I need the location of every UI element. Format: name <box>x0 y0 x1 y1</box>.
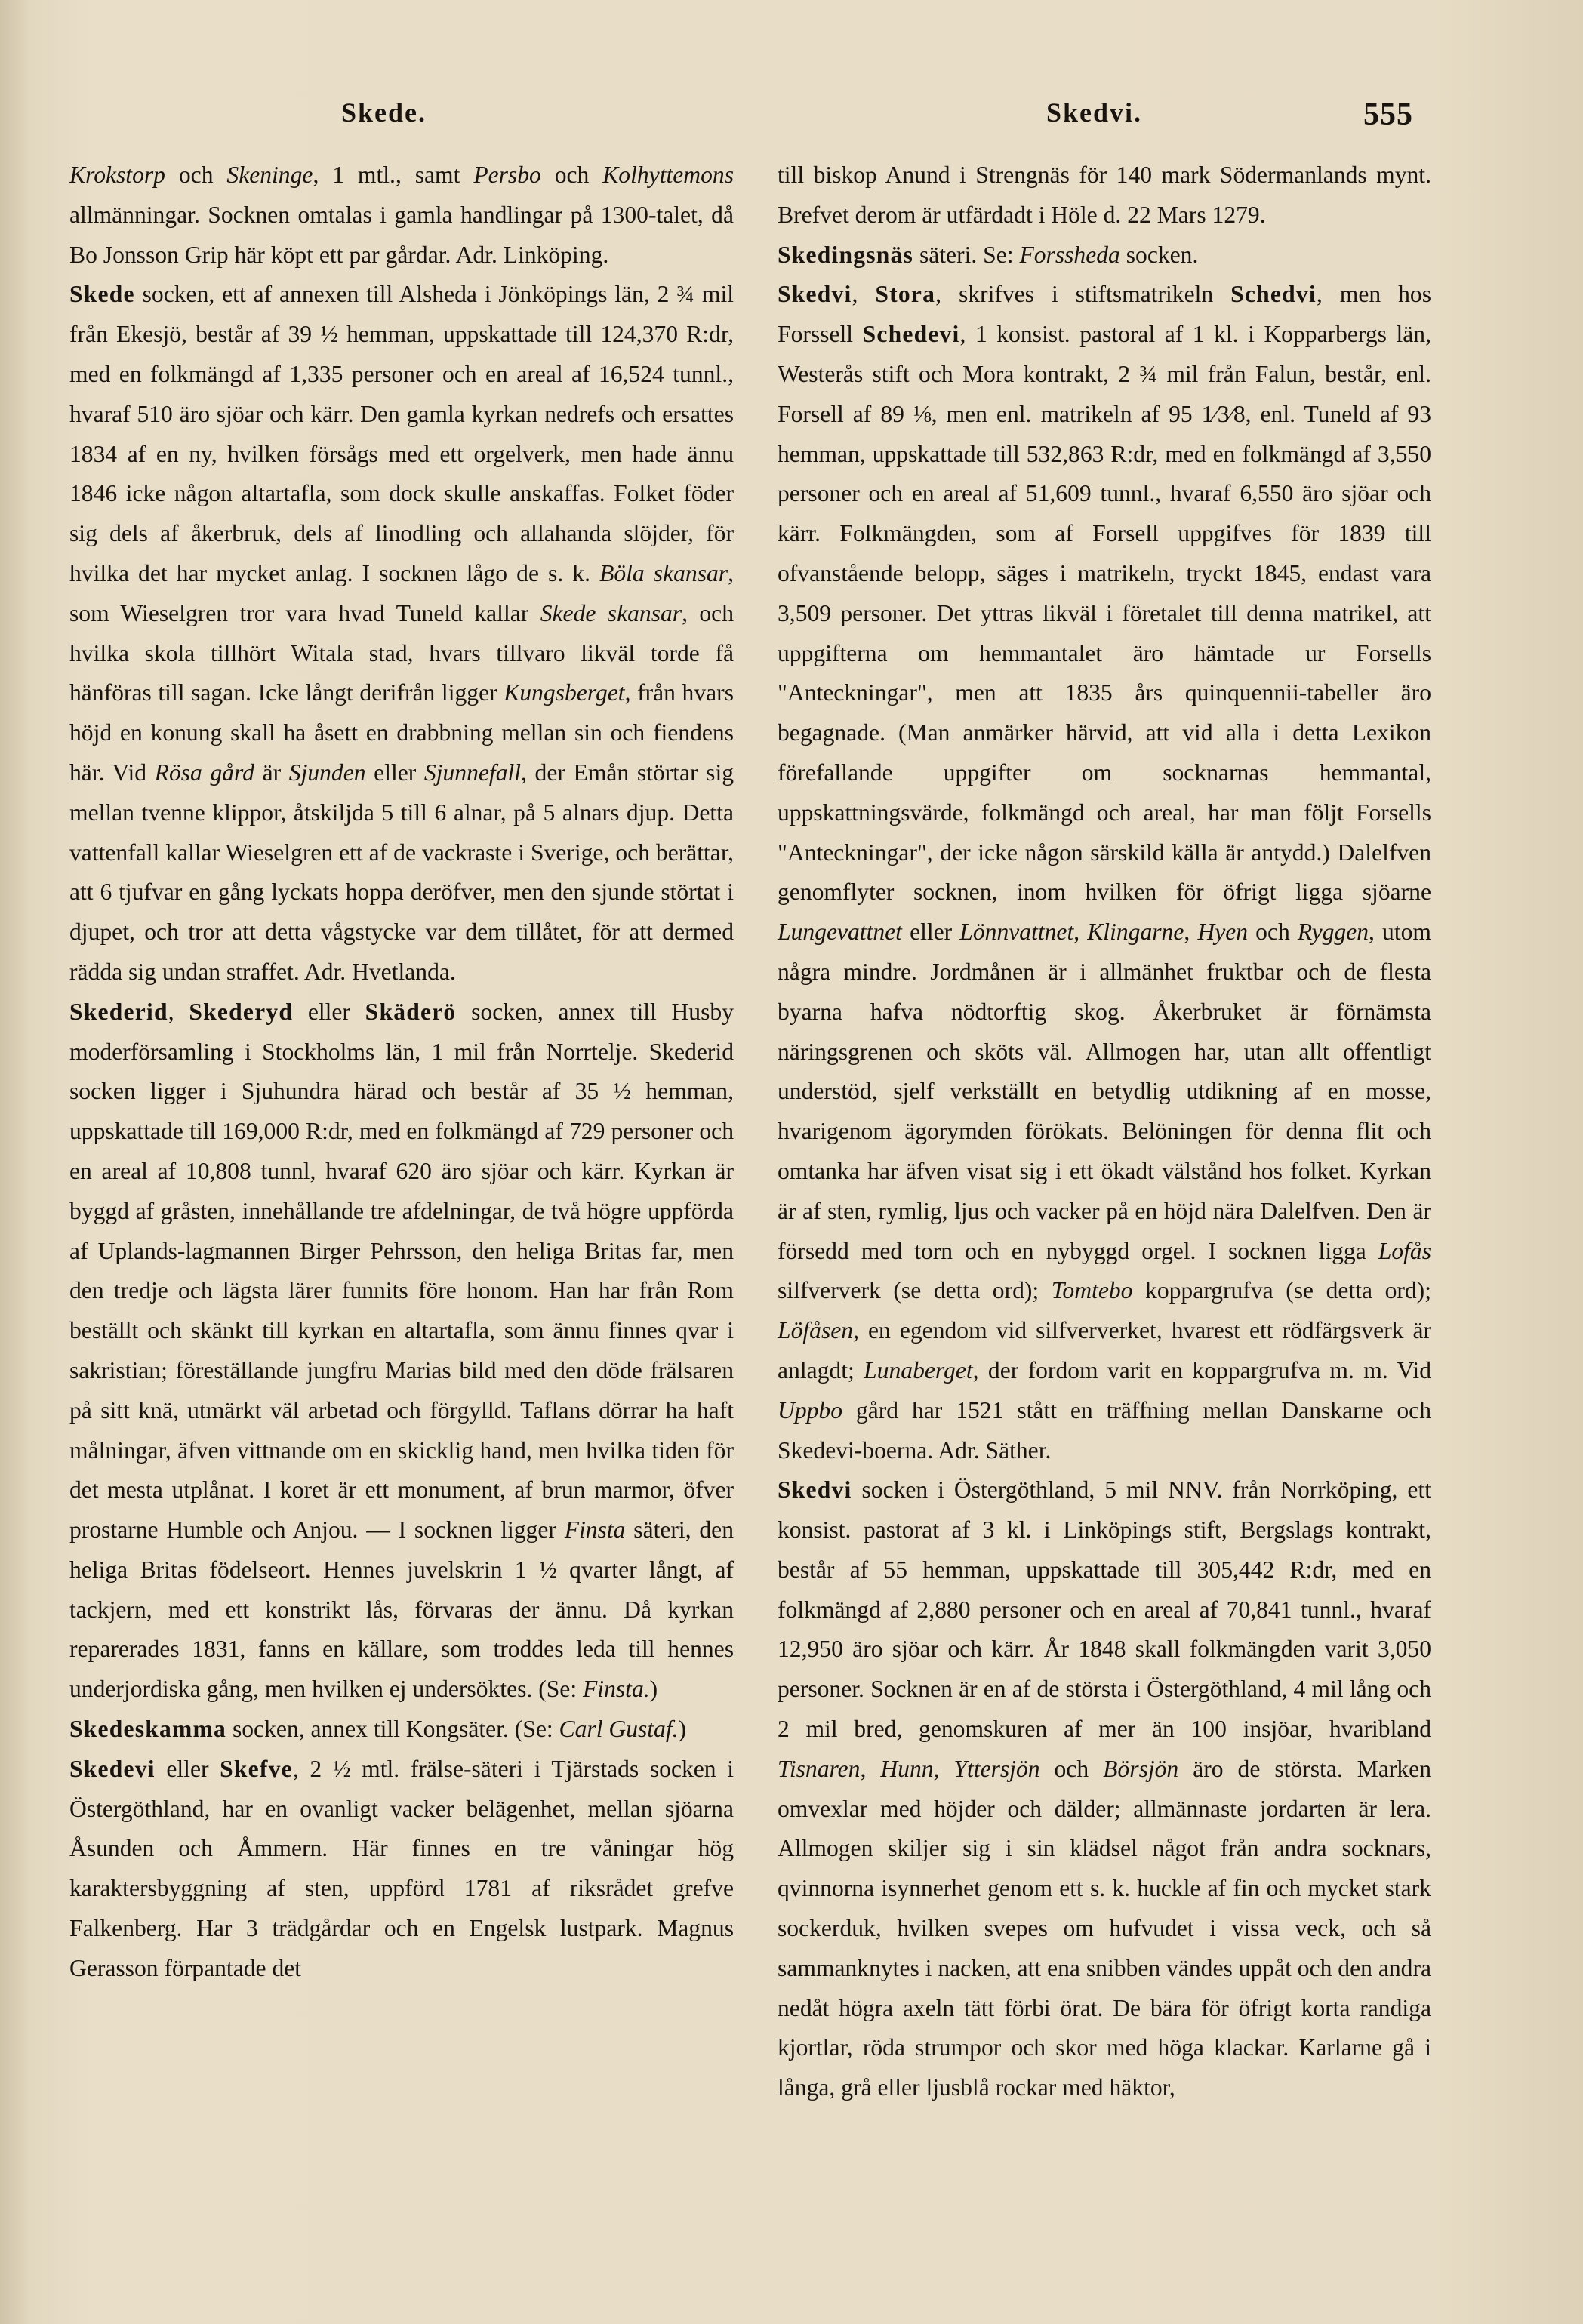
paragraph <box>778 1470 1431 2108</box>
text-run: , men hos Forssell <box>778 281 1431 348</box>
text-run: eller <box>155 1755 220 1782</box>
text-run: socken. <box>1119 241 1199 268</box>
text-run: Ryggen <box>1297 919 1369 946</box>
running-head-left: Skede. <box>341 97 427 128</box>
text-run: , 2 ½ mtl. frälse-säteri i Tjärstads socken i Östergöthland, har en ovanligt vacker belägenhet, mellan sjöarna Åsunden och Åmmern. Här finnes en tre våningar hög karaktersbyggning af sten, uppförd 1781 af riksrådet grefve Falkenberg. Har 3 trädgårdar och en Engelsk lustpark. Magnus Gerasson förpantade det <box>69 1755 735 1981</box>
text-run: Klingarne <box>1087 919 1184 946</box>
headword: Skederyd <box>189 998 294 1025</box>
headword: Stora <box>875 281 936 308</box>
headword: Skedvi <box>778 281 852 308</box>
headword: Schedevi <box>862 321 960 348</box>
text-run: eller <box>293 998 365 1025</box>
paragraph <box>69 155 734 275</box>
text-run: Finsta. <box>583 1676 650 1703</box>
paragraph <box>69 1750 734 1989</box>
text-run: Skeninge <box>226 162 313 188</box>
text-run: Kolhyttemons <box>602 162 734 188</box>
text-run: Tisnaren <box>778 1755 861 1782</box>
text-run: , <box>933 1755 954 1782</box>
headword: Skedevi <box>69 1755 156 1782</box>
text-run: är <box>254 759 289 786</box>
paragraph <box>778 275 1431 1470</box>
text-run: Löfåsen <box>778 1317 854 1344</box>
headword: Skedvi <box>778 1476 852 1504</box>
text-run: och <box>1248 919 1298 946</box>
text-run: gård har 1521 stått en träffning mellan Danskarne och Skedevi-boerna. Adr. Säther. <box>778 1396 1431 1464</box>
text-run: , der fordom varit en koppargrufva m. m. Vid <box>972 1356 1431 1384</box>
text-run: och <box>1039 1755 1104 1782</box>
paragraph <box>69 993 734 1710</box>
text-run: , <box>852 281 876 308</box>
text-run: Sjunnefall <box>423 759 522 786</box>
text-run: Carl Gustaf. <box>559 1716 679 1743</box>
text-run: Kungsberget <box>504 679 625 706</box>
text-run: Lofås <box>1378 1237 1431 1264</box>
text-run: , från hvars höjd en konung skall ha åsett en drabbning mellan sin och fiendens här. Vid <box>69 679 734 786</box>
text-run: , skrifves i stiftsmatrikeln <box>935 281 1231 308</box>
paragraph <box>778 155 1431 235</box>
text-run: Finsta <box>564 1516 626 1544</box>
text-run: Krokstorp <box>69 162 165 188</box>
text-run: till biskop Anund i Strengnäs för 140 mark Södermanlands mynt. Brefvet derom är utfärdadt i Höle d. 22 Mars 1279. <box>778 162 1431 228</box>
text-run: socken, ett af annexen till Alsheda i Jönköpings län, 2 ¾ mil från Ekesjö, består af 39 ½ hemman, uppskattade till 124,370 R:dr, med en folkmängd af 1,335 personer och en areal af 16,524 tunnl., hvaraf 510 äro sjöar och kärr. Den gamla kyrkan nedrefs och ersattes 1834 af en ny, hvilken försågs med ett orgelverk, men hade ännu 1846 icke någon altartafla, som dock skulle anskaffas. Folket föder sig dels af åkerbruk, dels af linodling och allahanda slöjder, för hvilka det har mycket anlag. I socknen lågo de s. k. <box>69 281 734 586</box>
text-run: Uppbo <box>778 1396 843 1424</box>
text-run: Hunn <box>880 1755 934 1782</box>
text-run: , 1 konsist. pastoral af 1 kl. i Kopparbergs län, Westerås stift och Mora kontrakt, 2 ¾ mil från Falun, består, enl. Forsell af 89 ⅛, men enl. matrikeln af 95 1⁄3⁄8, enl. Tuneld af 93 hemman, uppskattade till 532,863 R:dr, med en folkmängd af 3,550 personer och en areal af 51,609 tunnl., hvaraf 6,550 äro sjöar och kärr. Folkmängden, som af Forsell uppgifves för 1839 till ofvanstående belopp, säges i matrikeln, tryckt 1845, endast vara 3,509 personer. Det yttras likväl i företalet till denna matrikel, att uppgifterna om hemmantalet äro hämtade ur Forsells "Anteckningar", men att 1835 års quinquennii-tabeller äro begagnade. (Man anmärker härvid, att vid alla i detta Lexikon förefallande uppgifter om socknarnas hemmantal, uppskattningsvärde, folkmängd och areal, har man följt Forsells "Anteckningar", der icke någon särskild källa är antydd.) Dalelfven genomflyter socknen, inom hvilken för öfrigt ligga sjöarne <box>778 321 1431 906</box>
text-run: socken, annex till Husby moderförsamling i Stockholms län, 1 mil från Norrtelje. Skederid socken ligger i Sjuhundra härad och består af 35 ½ hemman, uppskattade till 169,000 R:dr, med en folkmängd af 729 personer och en areal af 10,808 tunnl, hvaraf 620 äro sjöar och kärr. Kyrkan är byggd af gråsten, innehållande tre afdelningar, de två högre uppförda af Uplands-lagmannen Birger Pehrsson, den heliga Britas far, men den tredje och lägsta lärer funnits före honom. Han har från Rom beställt och skänkt till kyrkan en altartafla, som ännu finnes qvar i sakristian; föreställande jungfru Marias bild med den döde frälsaren på sitt knä, utmärkt väl arbetad och förgylld. Taflans dörrar ha haft målningar, äfven vittnande om en skicklig hand, men hvilka tiden för det mesta utplånat. I koret är ett monument, af brun marmor, öfver prostarne Humble och Anjou. — I socknen ligger <box>69 998 734 1544</box>
text-run: Skede skansar <box>540 599 682 626</box>
headword: Skederid <box>69 998 168 1025</box>
headword: Schedvi <box>1230 281 1317 308</box>
paragraph <box>778 235 1431 275</box>
text-run: Lunaberget <box>864 1356 973 1384</box>
text-run: socken, annex till Kongsäter. (Se: <box>226 1716 559 1743</box>
text-run: säteri. Se: <box>913 241 1020 268</box>
page-number: 555 <box>1363 97 1413 132</box>
headword: Skede <box>69 281 135 308</box>
text-run: socken i Östergöthland, 5 mil NNV. från Norrköping, ett konsist. pastorat af 3 kl. i Linköpings stift, Bergslags kontrakt, består af 55 hemman, uppskattade till 305,442 R:dr, med en folkmängd af 2,880 personer och en areal af 70,841 tunnl., hvaraf 12,950 äro sjöar och kärr. År 1848 skall folkmängden varit 3,050 personer. Socknen är en af de största i Östergöthland, 4 mil lång och 2 mil bred, genomskuren af mer än 100 insjöar, hvaribland <box>778 1476 1431 1743</box>
text-run: eller <box>365 759 424 786</box>
text-run: Lönnvattnet <box>959 919 1074 946</box>
text-run: Rösa gård <box>154 759 254 786</box>
text-run: och <box>540 162 603 188</box>
text-run: allmänningar. Socknen omtalas i gamla handlingar på 1300-talet, då Bo Jonsson Grip här köpt ett par gårdar. Adr. Linköping. <box>69 201 734 268</box>
text-run: Lungevattnet <box>778 919 902 946</box>
text-run: eller <box>901 919 960 946</box>
text-run: och <box>165 162 227 188</box>
text-run: Forssheda <box>1019 241 1120 268</box>
text-run: Börsjön <box>1103 1755 1179 1782</box>
text-run: , <box>168 998 189 1025</box>
text-run: äro de största. Marken omvexlar med höjder och dälder; allmännaste jordarten är lera. Allmogen skiljer sig i sin klädsel något från andra socknars, qvinnorna isynnerhet genom ett s. k. huckle af fin och mycket stark sockerduk, hvilken svepes om hufvudet i vissa veck, och så sammanknytes i nacken, att ena snibben vändes uppåt och den andra nedåt högra axeln tätt förbi örat. De bära för öfrigt korta randiga kjortlar, röda strumpor och skor med höga klackar. Karlarne gå i långa, grå eller ljusblå rockar med häktor, <box>778 1755 1431 2101</box>
text-run: , och hvilka skola tillhört Witala stad, hvars tillvaro likväl torde få hänföras till sagan. Icke långt derifrån ligger <box>69 599 735 706</box>
text-run: , <box>860 1755 881 1782</box>
text-run: , der Emån störtar sig mellan tvenne klippor, åtskiljda 5 till 6 alnar, på 5 alnars djup. Detta vattenfall kallar Wieselgren ett af de vackraste i Sverige, och berättar, att 6 tjufvar en gång lyckats hoppa deröfver, men den sjunde störtat i djupet, och tror att detta vågstycke var dem tillåtet, för att dermed rädda sig undan straffet. Adr. Hvetlanda. <box>69 759 735 985</box>
text-run: säteri, den heliga Britas födelseort. Hennes juvelskrin 1 ½ qvarter långt, af tackjern, med ett konstrikt lås, förvaras der ännu. Då kyrkan reparerades 1831, fanns en källare, som troddes leda till hennes underjordiska gång, men hvilken ej undersöktes. (Se: <box>69 1516 734 1703</box>
text-run: koppargrufva (se detta ord); <box>1132 1277 1431 1304</box>
text-run: , 1 mtl., samt <box>313 162 474 188</box>
text-run: Tomtebo <box>1051 1277 1133 1304</box>
text-run: Sjunden <box>288 759 366 786</box>
text-run: ) <box>678 1716 687 1743</box>
headword: Skedingsnäs <box>778 241 914 268</box>
text-run: Persbo <box>473 162 541 188</box>
text-run: , som Wieselgren tror vara hvad Tuneld kallar <box>69 559 734 626</box>
text-run: Hyen <box>1197 919 1249 946</box>
text-run: Böla skansar <box>599 559 728 586</box>
headword: Skedeskamma <box>69 1716 227 1743</box>
text-run: ) <box>649 1676 658 1703</box>
text-run: Yttersjön <box>953 1755 1040 1782</box>
paragraph <box>69 1710 734 1750</box>
paragraph <box>69 275 734 992</box>
left-column <box>69 155 734 1989</box>
headword: Skäderö <box>365 998 457 1025</box>
headword: Skefve <box>220 1755 293 1782</box>
right-column <box>778 155 1431 2108</box>
text-run: , en egendom vid silfververket, hvarest ett rödfärgsverk är anlagdt; <box>778 1317 1431 1384</box>
running-head-right: Skedvi. <box>1046 97 1143 128</box>
text-run: silfververk (se detta ord); <box>778 1277 1052 1304</box>
text-run: , <box>1073 919 1088 946</box>
text-run: , utom några mindre. Jordmånen är i allmänhet fruktbar och de flesta byarna hafva nödtorftig skog. Åkerbruket är förnämsta näringsgrenen och sköts väl. Allmogen har, utan allt offentligt understöd, sjelf verkställt en betydlig utdikning af en mosse, hvarigenom ägorymden förökats. Belöningen för denna flit och omtanka har äfven visat sig i ett ökadt välstånd hos folket. Kyrkan är af sten, rymlig, ljus och vacker på en höjd nära Dalelfven. Den är försedd med torn och en nybyggd orgel. I socknen ligga <box>778 919 1431 1264</box>
text-run: , <box>1184 919 1198 946</box>
